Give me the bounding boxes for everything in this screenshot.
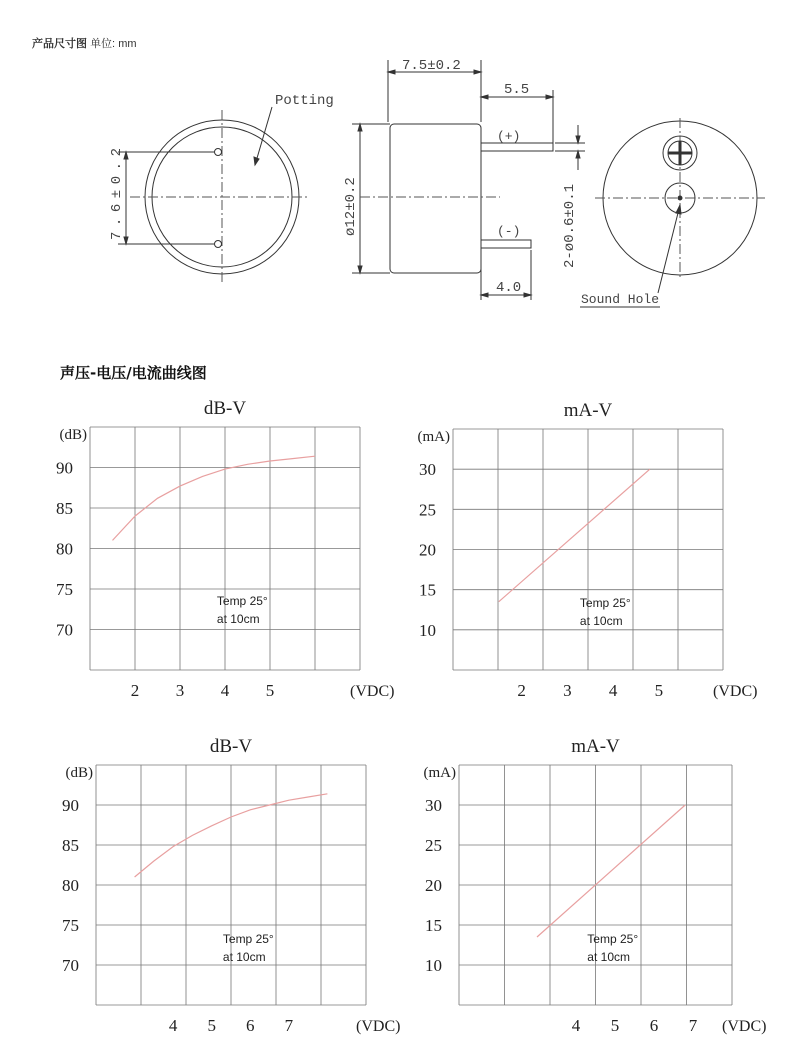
chart-x-label: (VDC) — [722, 1018, 767, 1035]
chart-title: dB-V — [209, 736, 253, 757]
series-line — [537, 805, 685, 937]
x-tick-label: 6 — [246, 1016, 255, 1035]
chart-y-label: (mA) — [417, 429, 450, 445]
temp-note: Temp 25° — [579, 596, 631, 610]
chart-title: dB-V — [203, 398, 247, 419]
y-tick-label: 80 — [56, 539, 73, 559]
temp-note: Temp 25° — [587, 932, 639, 946]
chart-y-label: (mA) — [423, 765, 456, 781]
chart-x-label: (VDC) — [356, 1018, 401, 1035]
x-tick-label: 7 — [688, 1016, 698, 1035]
x-tick-label: 3 — [175, 681, 185, 700]
chart-1 — [56, 398, 394, 700]
chart-3 — [62, 736, 400, 1035]
y-tick-label: 20 — [419, 540, 436, 560]
y-tick-label: 10 — [419, 620, 436, 640]
y-tick-label: 75 — [62, 916, 79, 935]
y-tick-label: 15 — [419, 580, 436, 600]
distance-note: at 10cm — [222, 950, 266, 964]
chart-2 — [418, 400, 758, 700]
x-tick-label: 4 — [608, 681, 618, 700]
y-tick-label: 20 — [425, 876, 442, 895]
x-tick-label: 4 — [571, 1016, 581, 1035]
y-tick-label: 75 — [56, 580, 73, 599]
positive-label: (+) — [497, 129, 521, 144]
dim-pitch-label: 4.0 — [496, 280, 522, 296]
dim-pin-dia-label: 2-ø0.6±0.1 — [562, 183, 578, 268]
drawing-title: 产品尺寸图 — [32, 38, 87, 50]
y-tick-label: 25 — [419, 500, 436, 520]
y-tick-label: 80 — [62, 876, 79, 895]
y-tick-label: 15 — [425, 916, 442, 935]
distance-note: at 10cm — [587, 950, 630, 964]
y-tick-label: 85 — [56, 499, 73, 518]
distance-note: at 10cm — [216, 612, 260, 626]
chart-y-label: (dB) — [65, 765, 93, 781]
x-tick-label: 6 — [649, 1016, 659, 1035]
x-tick-label: 4 — [220, 681, 230, 700]
x-tick-label: 5 — [265, 681, 275, 700]
y-tick-label: 30 — [425, 796, 442, 815]
y-tick-label: 70 — [62, 956, 79, 975]
y-tick-label: 90 — [56, 458, 73, 478]
section-title: 声压-电压/电流曲线图 — [60, 364, 207, 382]
chart-title: mA-V — [563, 400, 613, 421]
distance-note: at 10cm — [579, 614, 623, 628]
unit-label: 单位: — [90, 38, 116, 50]
negative-label: (-) — [497, 224, 521, 239]
y-tick-label: 70 — [56, 620, 73, 640]
dim-length-label: 7.5±0.2 — [402, 58, 461, 74]
dim-diameter-label: ø12±0.2 — [343, 177, 359, 236]
sound-hole-label: Sound Hole — [581, 292, 660, 307]
x-tick-label: 5 — [207, 1016, 216, 1035]
chart-x-label: (VDC) — [713, 683, 758, 700]
x-tick-label: 7 — [284, 1016, 294, 1035]
x-tick-label: 2 — [517, 681, 526, 700]
chart-4 — [424, 736, 767, 1035]
dim-pin-label: 5.5 — [504, 82, 530, 98]
chart-x-label: (VDC) — [350, 683, 395, 700]
y-tick-label: 10 — [425, 956, 442, 975]
series-line — [113, 456, 316, 540]
unit-value: mm — [118, 38, 137, 50]
x-tick-label: 3 — [563, 681, 572, 700]
chart-y-label: (dB) — [59, 427, 87, 443]
x-tick-label: 5 — [654, 681, 664, 700]
y-tick-label: 85 — [62, 836, 79, 855]
y-tick-label: 30 — [419, 460, 436, 480]
series-line — [499, 469, 650, 602]
dim-height-label: 7.6±0.2 — [109, 148, 125, 240]
x-tick-label: 5 — [610, 1016, 620, 1035]
x-tick-label: 2 — [130, 681, 140, 700]
potting-label: Potting — [275, 93, 334, 109]
y-tick-label: 90 — [62, 796, 79, 815]
temp-note: Temp 25° — [222, 932, 274, 946]
chart-title: mA-V — [571, 736, 620, 757]
y-tick-label: 25 — [425, 836, 442, 855]
temp-note: Temp 25° — [216, 594, 268, 608]
x-tick-label: 4 — [168, 1016, 178, 1035]
